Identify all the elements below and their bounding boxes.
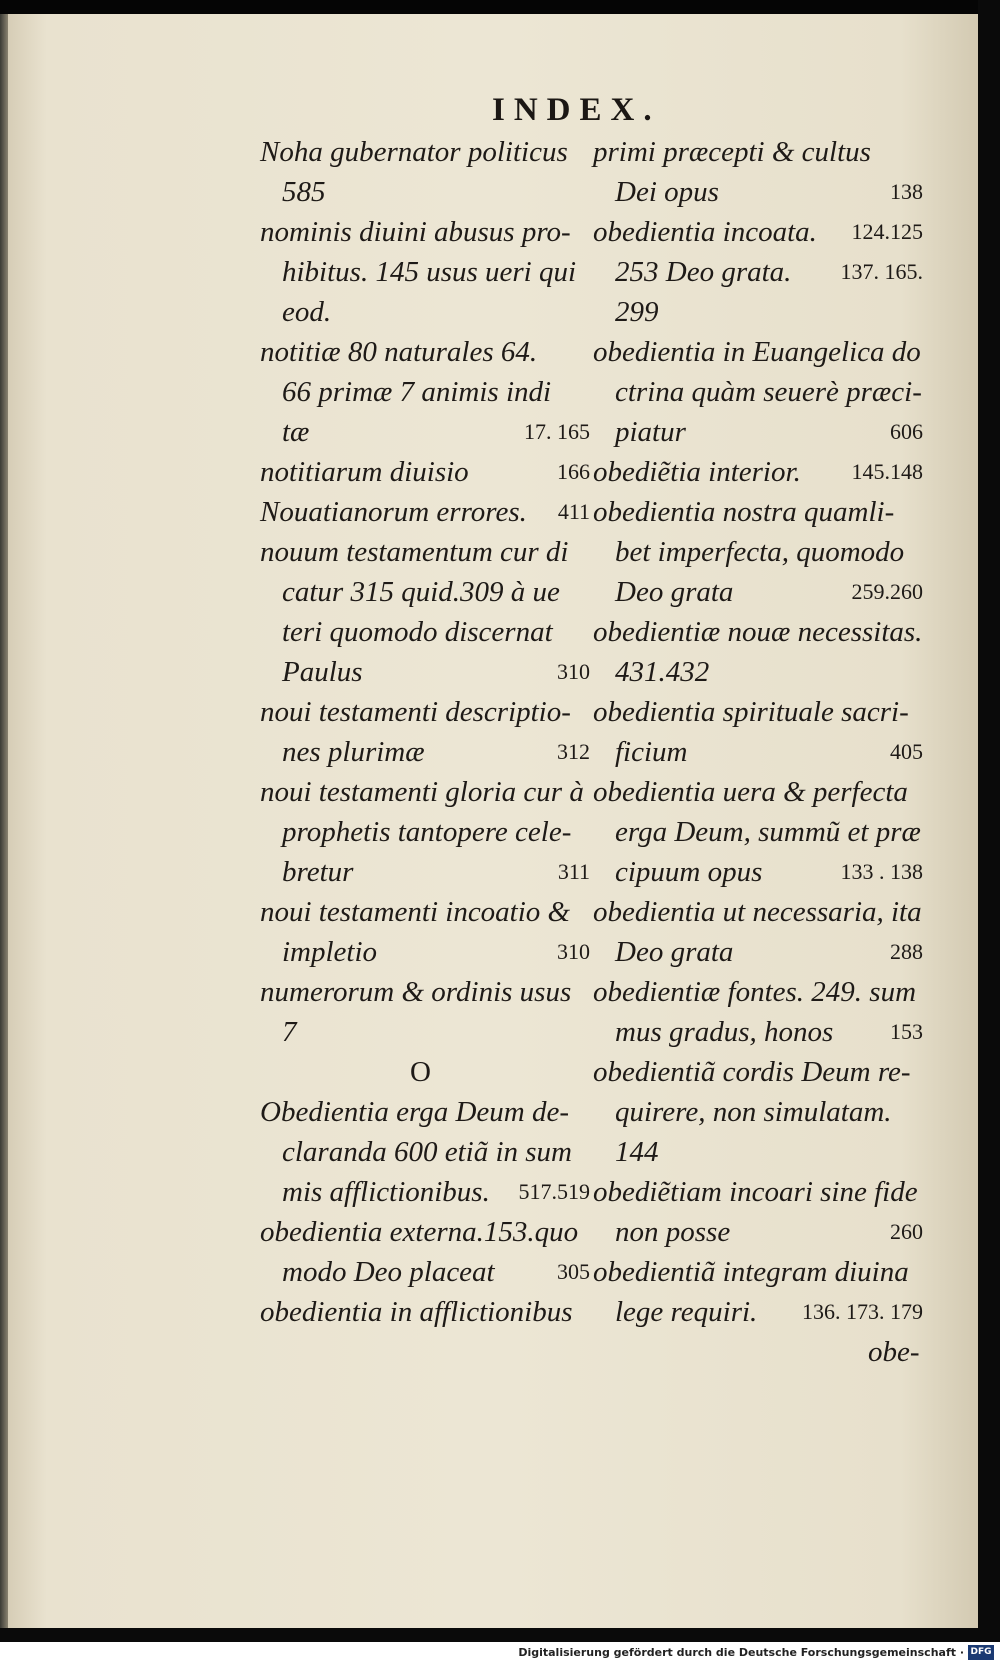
entry-text: prophetis tantopere cele- [282, 816, 572, 848]
entry-text: 66 primæ 7 animis indi [282, 376, 552, 408]
index-entry-line [260, 132, 590, 172]
index-entry-line [260, 292, 590, 332]
entry-text: obedientiã integram diuina [593, 1256, 909, 1288]
entry-text: 144 [615, 1136, 659, 1168]
page-reference: 138 [890, 179, 923, 204]
entry-text: lege requiri. [615, 1296, 758, 1328]
page-reference: 124.125 [851, 219, 923, 244]
entry-text: obedientia externa.153.quo [260, 1216, 579, 1248]
index-entry-line [260, 692, 590, 732]
entry-text: obedientiã cordis Deum re- [593, 1056, 911, 1088]
index-entry-line [593, 372, 923, 412]
funding-credit: Digitalisierung gefördert durch die Deutsche Forschungsgemeinschaft · [518, 1646, 964, 1659]
index-entry-line [593, 972, 923, 1012]
entry-text: obedientia in Euangelica do [593, 336, 921, 368]
entry-text: Paulus [282, 656, 363, 688]
index-entry-line [593, 1012, 923, 1052]
index-entry-line [593, 572, 923, 612]
entry-text: non posse [615, 1216, 731, 1248]
index-entry-line [260, 572, 590, 612]
entry-text: impletio [282, 936, 378, 968]
index-entry-line [260, 612, 590, 652]
entry-text: Noha gubernator politicus [260, 136, 568, 168]
scan-border-bottom [0, 1628, 1000, 1642]
index-entry-line [593, 652, 923, 692]
page-reference: 310 [557, 659, 590, 684]
index-entry-line [593, 252, 923, 292]
entry-text: Dei opus [615, 176, 719, 208]
scan-border-right [978, 0, 1000, 1642]
page-reference: 259.260 [851, 579, 923, 604]
index-entry-line [593, 772, 923, 812]
entry-text: catur 315 quid.309 à ue [282, 576, 560, 608]
scan-border-top [0, 0, 1000, 14]
entry-text: obedientia incoata. [593, 216, 817, 248]
index-entry-line [593, 1052, 923, 1092]
entry-text: bretur [282, 856, 354, 888]
entry-text: obedientia ut necessaria, ita [593, 896, 922, 928]
index-entry-line [260, 532, 590, 572]
index-entry-line [260, 1012, 590, 1052]
entry-text: nes plurimæ [282, 736, 425, 768]
index-entry-line [593, 892, 923, 932]
page-reference: 305 [557, 1259, 590, 1284]
entry-text: bet imperfecta, quomodo [615, 536, 905, 568]
index-entry-line [593, 1292, 923, 1332]
index-entry-line [593, 412, 923, 452]
entry-text: 585 [282, 176, 326, 208]
index-entry-line [593, 932, 923, 972]
index-entry-line [593, 292, 923, 332]
index-entry-line [593, 452, 923, 492]
index-entry-line [593, 1252, 923, 1292]
page-reference: 136. 173. 179 [802, 1299, 923, 1324]
entry-text: tæ [282, 416, 310, 448]
entry-text: erga Deum, summũ et præ [615, 816, 921, 848]
entry-text: O [410, 1056, 431, 1088]
index-entry-line [593, 332, 923, 372]
page-reference: 137. 165. [840, 259, 923, 284]
entry-text: piatur [615, 416, 686, 448]
index-entry-line [260, 412, 590, 452]
index-entry-line [260, 1132, 590, 1172]
entry-text: primi præcepti & cultus [593, 136, 871, 168]
index-entry-line [593, 1212, 923, 1252]
entry-text: ficium [615, 736, 688, 768]
index-entry-line [260, 892, 590, 932]
entry-text: notitiæ 80 naturales 64. [260, 336, 538, 368]
entry-text: obedientiæ nouæ necessitas. [593, 616, 923, 648]
index-entry-line [593, 492, 923, 532]
page-reference: 133 . 138 [840, 859, 923, 884]
index-entry-line [593, 172, 923, 212]
index-entry-line [593, 852, 923, 892]
page-reference: 311 [557, 859, 590, 884]
page-reference: 517.519 [518, 1179, 590, 1204]
book-gutter-shadow [0, 0, 8, 1642]
entry-text: eod. [282, 296, 332, 328]
index-entry-line [260, 852, 590, 892]
entry-text: noui testamenti gloria cur à [260, 776, 584, 808]
index-entry-line [260, 932, 590, 972]
index-entry-line [260, 252, 590, 292]
index-entry-line [260, 1292, 590, 1332]
index-entry-line [260, 1092, 590, 1132]
page-reference: 606 [890, 419, 923, 444]
section-letter [260, 1052, 590, 1092]
entry-text: Deo grata [615, 936, 734, 968]
index-entry-line [260, 972, 590, 1012]
page-reference: 153 [890, 1019, 923, 1044]
index-entry-line [593, 532, 923, 572]
index-entry-line [260, 732, 590, 772]
entry-text: ctrina quàm seuerè præci- [615, 376, 922, 408]
index-entry-line [593, 732, 923, 772]
entry-text: noui testamenti descriptio- [260, 696, 571, 728]
running-head: INDEX. [492, 92, 661, 128]
index-entry-line [260, 1172, 590, 1212]
page-reference: 17. 165 [524, 419, 590, 444]
entry-text: obedientiæ fontes. 249. sum [593, 976, 917, 1008]
entry-text: 431.432 [615, 656, 710, 688]
page-reference: 310 [557, 939, 590, 964]
page-reference: 312 [557, 739, 590, 764]
entry-text: teri quomodo discernat [282, 616, 553, 648]
entry-text: nouum testamentum cur di [260, 536, 569, 568]
entry-text: obediẽtiam incoari sine fide [593, 1176, 918, 1208]
entry-text: noui testamenti incoatio & [260, 896, 571, 928]
entry-text: 299 [615, 296, 659, 328]
entry-text: cipuum opus [615, 856, 763, 888]
index-entry-line [593, 1092, 923, 1132]
entry-text: obedientia in afflictionibus [260, 1296, 573, 1328]
index-entry-line [593, 692, 923, 732]
index-entry-line [593, 812, 923, 852]
index-entry-line [260, 372, 590, 412]
entry-text: modo Deo placeat [282, 1256, 495, 1288]
index-entry-line [260, 172, 590, 212]
index-column-left [260, 132, 590, 1332]
index-entry-line [593, 212, 923, 252]
dfg-logo: DFG [968, 1645, 994, 1660]
entry-text: nominis diuini abusus pro- [260, 216, 571, 248]
index-entry-line [260, 452, 590, 492]
entry-text: obediẽtia interior. [593, 456, 801, 488]
index-entry-line [593, 132, 923, 172]
entry-text: 7 [282, 1016, 297, 1048]
index-entry-line [260, 492, 590, 532]
entry-text: mus gradus, honos [615, 1016, 834, 1048]
entry-text: mis afflictionibus. [282, 1176, 490, 1208]
entry-text: obedientia uera & perfecta [593, 776, 908, 808]
index-entry-line [593, 1172, 923, 1212]
entry-text: obedientia spirituale sacri- [593, 696, 909, 728]
entry-text: obedientia nostra quamli- [593, 496, 895, 528]
index-entry-line [260, 652, 590, 692]
index-entry-line [260, 1252, 590, 1292]
page-reference: 145.148 [851, 459, 923, 484]
page-reference: 166 [557, 459, 590, 484]
index-entry-line [260, 332, 590, 372]
index-entry-line [260, 1212, 590, 1252]
entry-text: notitiarum diuisio [260, 456, 469, 488]
index-entry-line [260, 772, 590, 812]
catchword: obe- [868, 1336, 920, 1368]
entry-text: claranda 600 etiã in sum [282, 1136, 572, 1168]
page-reference: 260 [890, 1219, 923, 1244]
footer-bar [0, 1642, 1000, 1666]
entry-text: Obedientia erga Deum de- [260, 1096, 569, 1128]
index-entry-line [593, 1132, 923, 1172]
entry-text: numerorum & ordinis usus [260, 976, 572, 1008]
index-entry-line [593, 612, 923, 652]
entry-text: quirere, non simulatam. [615, 1096, 892, 1128]
page-reference: 288 [890, 939, 923, 964]
page-reference: 405 [890, 739, 923, 764]
entry-text: 253 Deo grata. [615, 256, 792, 288]
entry-text: Deo grata [615, 576, 734, 608]
index-column-right [593, 132, 923, 1332]
index-entry-line [260, 812, 590, 852]
entry-text: hibitus. 145 usus ueri qui [282, 256, 577, 288]
entry-text: Nouatianorum errores. [260, 496, 527, 528]
page-reference: 411 [557, 499, 590, 524]
index-entry-line [260, 212, 590, 252]
